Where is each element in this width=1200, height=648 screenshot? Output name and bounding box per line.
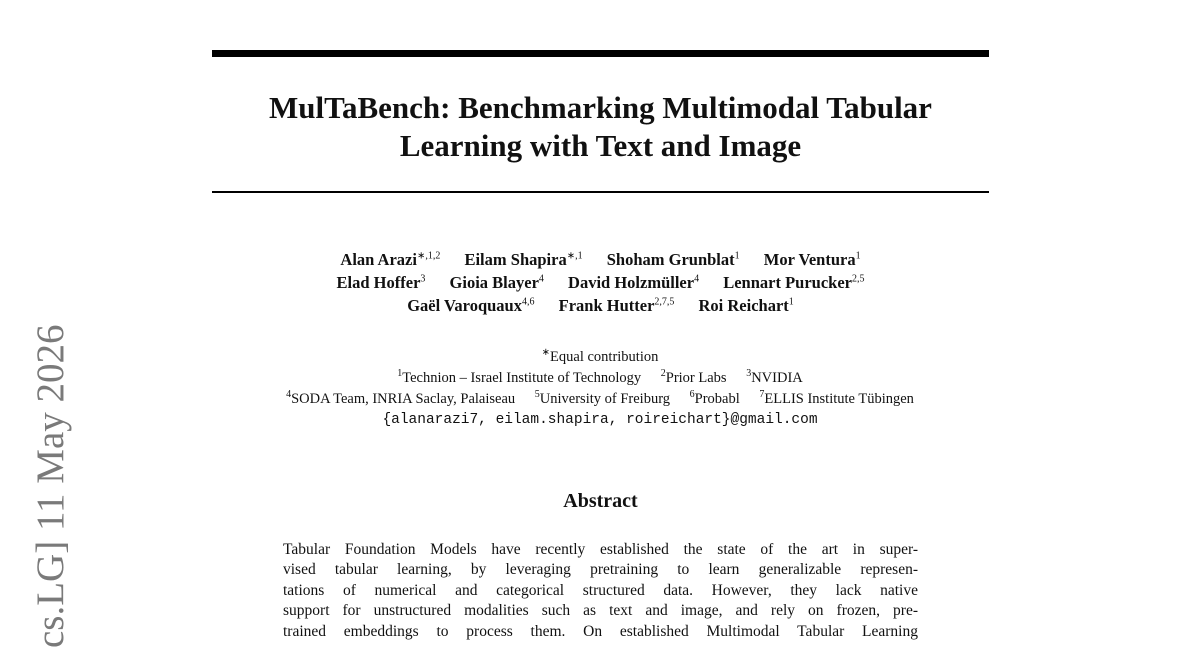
affiliation-name: ELLIS Institute Tübingen [764, 391, 914, 407]
author-name: Gaël Varoquaux [407, 296, 522, 315]
author-name: Frank Hutter [558, 296, 655, 315]
title-bottom-rule [212, 191, 989, 193]
affiliation [746, 370, 803, 386]
author-name: Eilam Shapira [464, 250, 567, 269]
affiliation-line [200, 389, 1000, 410]
author-line [212, 294, 989, 317]
affiliation-number: 5 [534, 389, 540, 401]
title-top-rule [212, 50, 989, 57]
abstract-line: trained embeddings to process them. On established Multimodal Tabular Learning [283, 622, 918, 640]
affiliation [690, 391, 740, 407]
abstract-line: support for unstructured modalities such as text and image, and rely on frozen, pre- [283, 602, 918, 620]
author-name: Alan Arazi [340, 250, 417, 269]
author-emails: {alanarazi7, eilam.shapira, roireichart}@gmail.com [382, 412, 818, 428]
author-affiliation-marks: 1 [855, 250, 861, 262]
author [559, 296, 675, 315]
abstract-line: tations of numerical and categorical structured data. However, they lack native [283, 581, 918, 599]
author-name: Roi Reichart [698, 296, 789, 315]
author [607, 250, 740, 269]
author-affiliation-marks: 1 [788, 296, 794, 308]
abstract-line: Tabular Foundation Models have recently established the state of the art in super- [283, 541, 918, 558]
abstract-heading: Abstract [563, 490, 638, 512]
author-affiliation-marks: 4,6 [521, 296, 535, 308]
author-line [212, 271, 989, 294]
author-name: Mor Ventura [763, 250, 856, 269]
affiliation-name: Probabl [694, 391, 740, 407]
affiliation [661, 370, 727, 386]
affiliations [200, 347, 1000, 431]
author-affiliation-marks: 2,7,5 [654, 296, 675, 308]
affiliation-name: NVIDIA [751, 370, 803, 386]
author [450, 273, 544, 292]
author [337, 273, 426, 292]
equal-contribution-mark: ∗ [541, 347, 551, 359]
author-affiliation-marks: 2,5 [851, 273, 865, 285]
affiliation-name: Technion – Israel Institute of Technology [402, 370, 642, 386]
author-name: Lennart Purucker [723, 273, 852, 292]
author [699, 296, 794, 315]
title-line: Learning with Text and Image [399, 128, 802, 163]
affiliation-number: 4 [286, 389, 292, 401]
author [340, 250, 440, 269]
affiliation [535, 391, 670, 407]
author [464, 250, 582, 269]
affiliation-number: 2 [660, 368, 666, 380]
affiliation-number: 3 [746, 368, 752, 380]
affiliation [397, 370, 641, 386]
author-list [212, 248, 989, 317]
author [407, 296, 534, 315]
author [764, 250, 861, 269]
author [568, 273, 699, 292]
affiliation-number: 1 [397, 368, 403, 380]
affiliation [286, 391, 515, 407]
author-affiliation-marks: 4 [538, 273, 544, 285]
equal-contribution-note [200, 347, 1000, 368]
paper-title [212, 89, 989, 165]
abstract-line: vised tabular learning, by leveraging pretraining to learn generalizable represen- [283, 561, 918, 579]
arxiv-side-stamp: cs.LG] 11 May 2026 [29, 324, 72, 648]
author-name: Shoham Grunblat [606, 250, 735, 269]
author-affiliation-marks: 4 [694, 273, 700, 285]
author-name: David Holzmüller [568, 273, 695, 292]
author-line [212, 248, 989, 271]
affiliation-line [200, 368, 1000, 389]
affiliation-number: 7 [759, 389, 765, 401]
author-affiliation-marks: ∗,1,2 [416, 250, 441, 262]
author-name: Gioia Blayer [449, 273, 539, 292]
affiliation-number: 6 [689, 389, 695, 401]
affiliation-name: University of Freiburg [539, 391, 671, 407]
author-name: Elad Hoffer [336, 273, 421, 292]
author [723, 273, 864, 292]
author-affiliation-marks: ∗,1 [566, 250, 583, 262]
affiliation [759, 391, 914, 407]
equal-contribution-text: Equal contribution [550, 349, 659, 365]
author-affiliation-marks: 1 [734, 250, 740, 262]
title-line: MulTaBench: Benchmarking Multimodal Tabular [269, 90, 932, 125]
affiliation-name: Prior Labs [665, 370, 727, 386]
abstract-body [283, 540, 918, 642]
affiliation-name: SODA Team, INRIA Saclay, Palaiseau [291, 391, 516, 407]
author-affiliation-marks: 3 [420, 273, 426, 285]
